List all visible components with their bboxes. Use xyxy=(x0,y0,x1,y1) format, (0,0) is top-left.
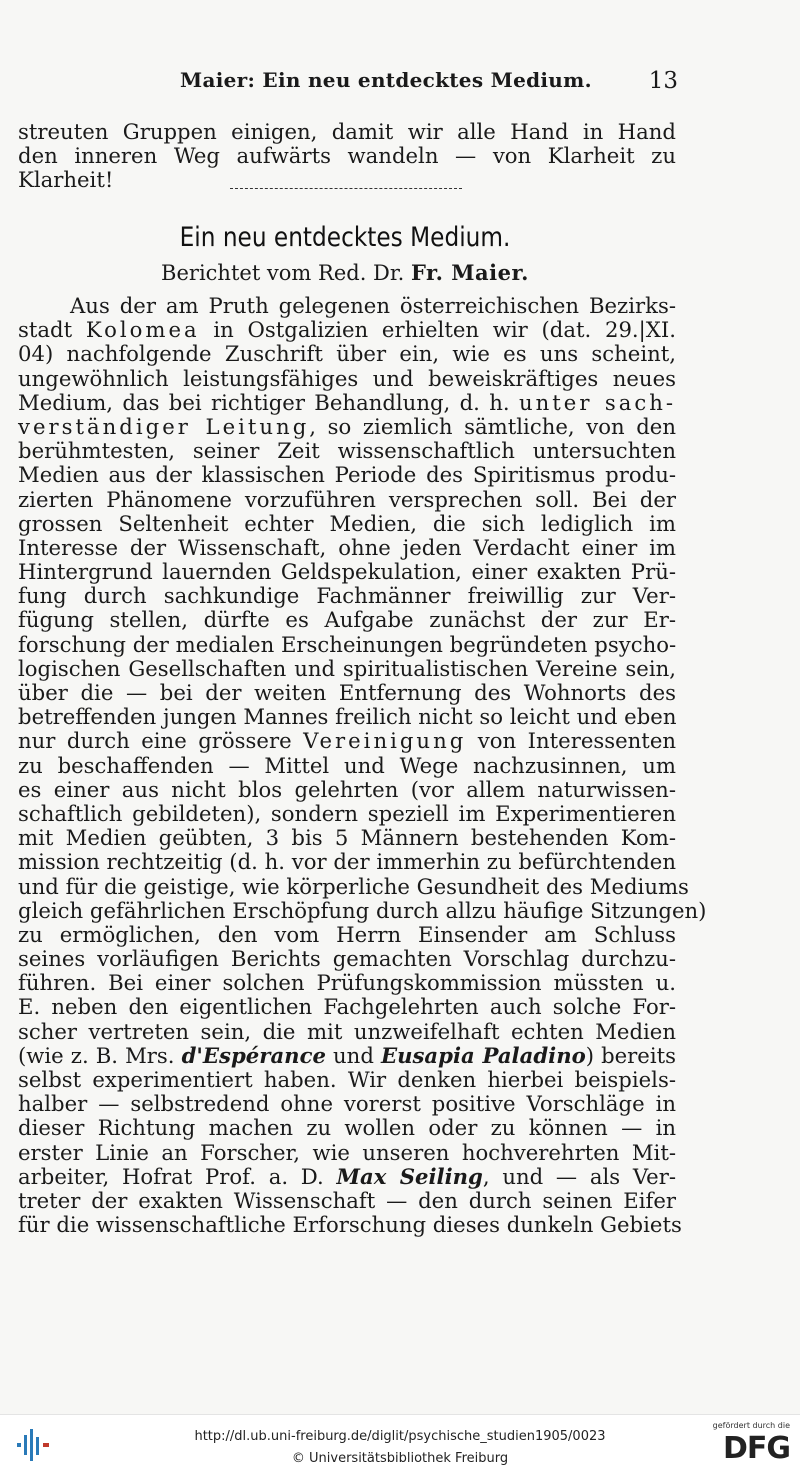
text-line: führen. Bei einer solchen Prüfungskommission müssten u. xyxy=(18,970,676,996)
text-line: den inneren Weg aufwärts wandeln — von Klarheit zu xyxy=(18,143,676,169)
spaced-text: Kolomea xyxy=(85,317,200,343)
text-line: für die wissenschaftliche Erforschung dieses dunkeln Gebiets xyxy=(18,1212,682,1238)
text-line: zu ermöglichen, den vom Herrn Einsender am Schluss xyxy=(18,921,676,947)
text-line: gleich gefährlichen Erschöpfung durch allzu häufige Sitzungen) xyxy=(18,897,707,923)
text-line: forschung der medialen Erscheinungen begründeten psycho- xyxy=(18,631,677,657)
text-line: fügung stellen, dürfte es Aufgabe zunächst der zur Er- xyxy=(18,607,676,633)
text-line: zu beschaffenden — Mittel und Wege nachzusinnen, um xyxy=(18,752,676,778)
text-line: 04) nachfolgende Zuschrift über ein, wie es uns scheint, xyxy=(18,341,676,367)
text-line: stadt Kolomea in Ostgalizien erhielten wir (dat. 29.|XI. xyxy=(18,317,676,343)
text-line: nur durch eine grössere Vereinigung von Interessenten xyxy=(18,728,676,754)
running-title: Maier: Ein neu entdecktes Medium. xyxy=(180,68,592,92)
text-line: schaftlich gebildeten), sondern speziell im Experimentieren xyxy=(18,800,676,826)
dfg-logo: DFG xyxy=(722,1431,790,1466)
text-line: logischen Gesellschaften und spiritualistischen Vereine sein, xyxy=(18,655,676,681)
text-line: fung durch sachkundige Fachmänner freiwillig zur Ver- xyxy=(18,583,676,609)
running-head xyxy=(18,68,678,98)
text-line: halber — selbstredend ohne vorerst positive Vorschläge in xyxy=(18,1091,676,1117)
text-line: Klarheit! xyxy=(18,167,114,193)
text-line: verständiger Leitung, so ziemlich sämtliche, von den xyxy=(18,413,676,439)
text-line: über die — bei der weiten Entfernung des Wohnorts des xyxy=(18,680,676,705)
page-number: 13 xyxy=(648,68,678,94)
funding-note: gefördert durch die xyxy=(712,1421,790,1430)
footer-bar xyxy=(0,1414,800,1473)
text-line: berühmtesten, seiner Zeit wissenschaftlich untersuchten xyxy=(18,438,676,464)
italic-name: Max Seiling xyxy=(336,1163,483,1189)
text-line: (wie z. B. Mrs. d'Espérance und Eusapia Paladino) bereits xyxy=(18,1042,676,1068)
text-line: und für die geistige, wie körperliche Gesundheit des Mediums xyxy=(18,873,689,899)
text-line: selbst experimentiert haben. Wir denken hierbei beispiels- xyxy=(18,1067,676,1092)
italic-name: d'Espérance xyxy=(181,1042,326,1068)
italic-name: Eusapia Paladino xyxy=(380,1042,586,1068)
text-line: mission rechtzeitig (d. h. vor der immerhin zu befürchtenden xyxy=(18,849,676,875)
text-line: Medien aus der klassischen Periode des Spiritismus produ- xyxy=(18,462,676,488)
text-line: treter der exakten Wissenschaft — den durch seinen Eifer xyxy=(18,1187,676,1213)
text-line: scher vertreten sein, die mit unzweifelhaft echten Medien xyxy=(18,1018,676,1044)
text-line: arbeiter, Hofrat Prof. a. D. Max Seiling, und — als Ver- xyxy=(18,1163,677,1189)
text-line: betreffenden jungen Mannes freilich nicht so leicht und eben xyxy=(18,704,677,730)
text-line: zierten Phänomene vorzuführen versprechen soll. Bei der xyxy=(18,486,676,512)
byline-prefix: Berichtet vom Red. Dr. xyxy=(161,261,405,285)
text-line: Aus der am Pruth gelegenen österreichischen Bezirks- xyxy=(70,293,676,318)
spaced-text: Vereinigung xyxy=(303,728,467,754)
spaced-text: verständiger Leitung xyxy=(18,413,310,439)
intro-paragraph xyxy=(18,120,676,193)
text-line: erster Linie an Forscher, wie unseren hochverehrten Mit- xyxy=(18,1139,676,1165)
text-line: es einer aus nicht blos gelehrten (vor allem naturwissen- xyxy=(18,776,676,802)
byline xyxy=(0,260,690,285)
text-line: E. neben den eigentlichen Fachgelehrten auch solche For- xyxy=(18,994,676,1020)
copyright-text: © Universitätsbibliothek Freiburg xyxy=(291,1451,509,1466)
text-line: streuten Gruppen einigen, damit wir alle Hand in Hand xyxy=(18,119,676,144)
text-line: grossen Seltenheit echter Medien, die sich lediglich im xyxy=(18,510,676,536)
text-line: mit Medien geübten, 3 bis 5 Männern bestehenden Kom- xyxy=(18,825,676,851)
text-line: seines vorläufigen Berichts gemachten Vorschlag durchzu- xyxy=(18,946,676,972)
article-title: Ein neu entdecktes Medium. xyxy=(179,222,511,253)
text-line: dieser Richtung machen zu wollen oder zu können — in xyxy=(18,1115,676,1141)
text-line: Medium, das bei richtiger Behandlung, d. h. unter sach- xyxy=(18,389,676,415)
section-divider xyxy=(230,188,462,189)
text-line: Interesse der Wissenschaft, ohne jeden Verdacht einer im xyxy=(18,534,676,560)
source-url-link[interactable]: http://dl.ub.uni-freiburg.de/diglit/psychische_studien1905/0023 xyxy=(194,1429,606,1444)
text-line: ungewöhnlich leistungsfähiges und beweiskräftiges neues xyxy=(18,365,676,391)
byline-author: Fr. Maier. xyxy=(411,260,529,285)
text-line: Hintergrund lauernden Geldspekulation, einer exakten Prü- xyxy=(18,559,676,585)
spaced-text: unter sach- xyxy=(519,389,676,415)
article-body xyxy=(18,293,707,1238)
